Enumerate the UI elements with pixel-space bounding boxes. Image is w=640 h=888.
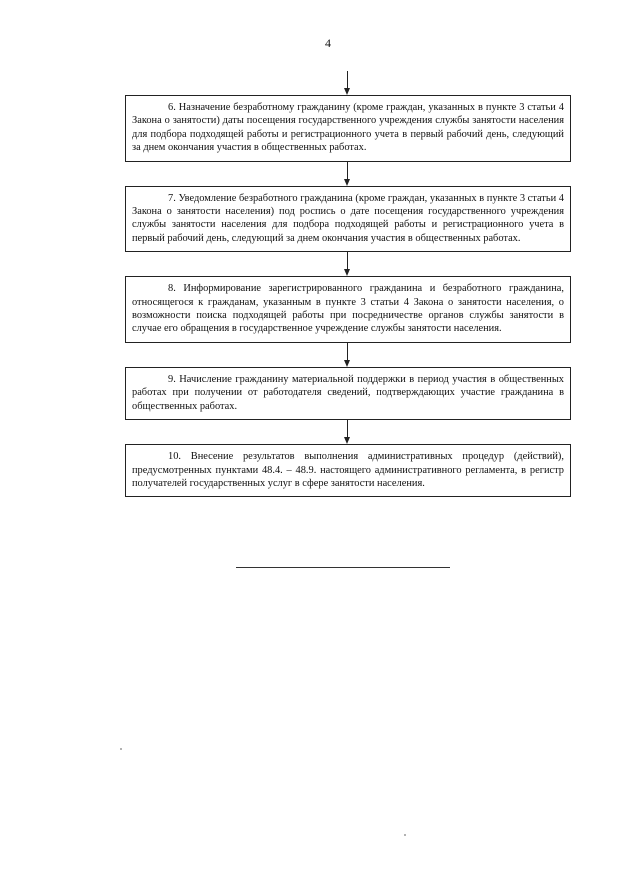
procedure-flowchart xyxy=(125,95,571,497)
arrow-down-icon xyxy=(344,360,350,367)
flow-arrow xyxy=(125,252,571,276)
end-of-document-rule xyxy=(236,567,450,568)
scan-speck xyxy=(404,834,406,836)
arrow-line xyxy=(347,162,348,180)
flow-arrow xyxy=(125,71,571,95)
scan-speck xyxy=(120,748,122,750)
arrow-line xyxy=(347,420,348,438)
arrow-down-icon xyxy=(344,88,350,95)
step-text: 10. Внесение результатов выполнения административных процедур (действий), предусмотренных пунктами 48.4. – 48.9. настоящего административного регламента, в регистр получателей государственных услуг в сфере занятости населения. xyxy=(132,451,564,489)
step-box-6 xyxy=(125,95,571,162)
step-text: 9. Начисление гражданину материальной поддержки в период участия в общественных работах при получении от работодателя сведений, подтверждающих участие гражданина в общественных работах. xyxy=(132,373,564,412)
step-box-8 xyxy=(125,276,571,343)
flow-arrow xyxy=(125,420,571,444)
step-box-9 xyxy=(125,367,571,420)
arrow-down-icon xyxy=(344,179,350,186)
arrow-line xyxy=(347,343,348,361)
step-box-10 xyxy=(125,444,571,497)
flow-arrow xyxy=(125,162,571,186)
flow-arrow xyxy=(125,343,571,367)
arrow-line xyxy=(347,71,348,89)
arrow-down-icon xyxy=(344,269,350,276)
step-text: 8. Информирование зарегистрированного гражданина и безработного гражданина, относящегося к гражданам, указанным в пункте 3 статьи 4 Закона о занятости населения, о возможности поиска подходящей работы при посредничестве органов службы занятости в случае его обращения в государственное учреждение службы занятости населения. xyxy=(132,283,564,335)
arrow-line xyxy=(347,252,348,270)
step-text: 7. Уведомление безработного гражданина (кроме граждан, указанных в пункте 3 статьи 4 Закона о занятости населения) под роспись о дате посещения государственного учреждения службы занятости населения для подбора подходящей работы и регистрационного учета в первый рабочий день, следующий за днем окончания участия в общественных работах. xyxy=(132,192,564,244)
step-box-7 xyxy=(125,186,571,253)
page-number: 4 xyxy=(325,36,331,50)
arrow-down-icon xyxy=(344,437,350,444)
step-text: 6. Назначение безработному гражданину (кроме граждан, указанных в пункте 3 статьи 4 Закона о занятости) даты посещения государственного учреждения службы занятости населения для подбора подходящей работы и регистрационного учета в первый рабочий день, следующий за днем окончания участия в общественных работах. xyxy=(132,102,564,154)
